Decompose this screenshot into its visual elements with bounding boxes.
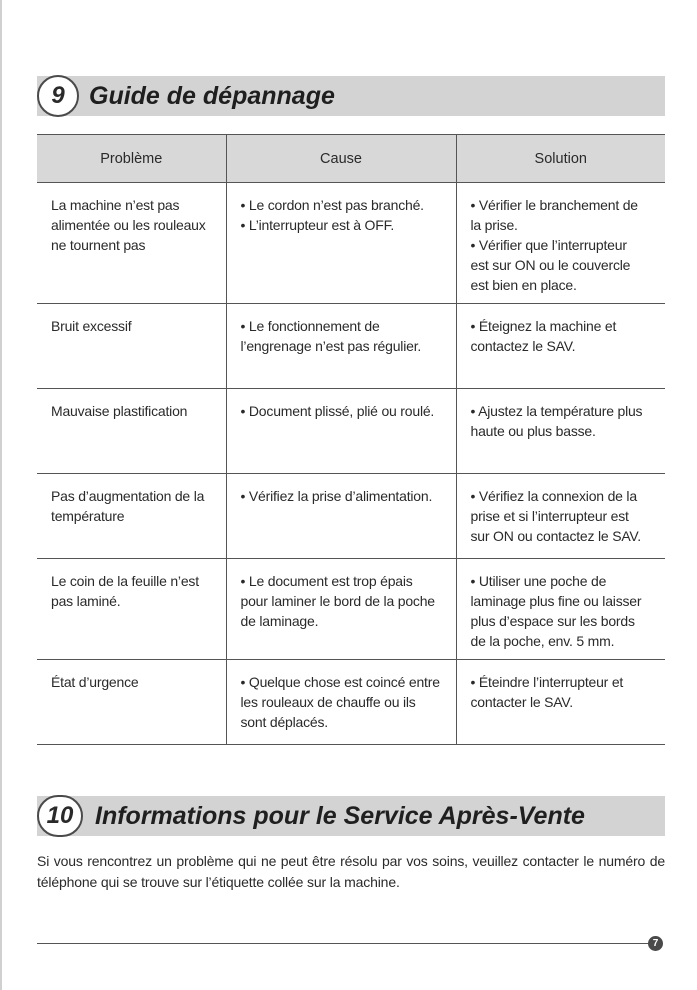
cell-solution xyxy=(456,474,665,559)
page-margin-line xyxy=(0,0,2,990)
cell-line: • Vérifiez la connexion de la xyxy=(470,488,637,504)
cell-line: • Vérifiez la prise d’alimentation. xyxy=(240,488,433,504)
cell-line: l’engrenage n’est pas régulier. xyxy=(240,338,422,354)
cell-problem xyxy=(37,660,226,745)
table-header-row xyxy=(37,135,665,183)
cell-cause xyxy=(226,183,456,304)
cell-line: prise et si l’interrupteur est xyxy=(470,508,629,524)
cell-problem xyxy=(37,304,226,389)
cell-line: • Le fonctionnement de xyxy=(240,318,380,334)
table-row xyxy=(37,474,665,559)
cell-line: ne tournent pas xyxy=(51,237,146,253)
cell-solution xyxy=(456,183,665,304)
cell-line: • Vérifier que l’interrupteur xyxy=(470,237,627,253)
cell-line: • L’interrupteur est à OFF. xyxy=(240,217,395,233)
cell-line: La machine n’est pas xyxy=(51,197,180,213)
cell-line: • Éteignez la machine et xyxy=(470,318,617,334)
cell-line: les rouleaux de chauffe ou ils xyxy=(240,694,416,710)
table-row xyxy=(37,304,665,389)
cell-line: de la poche, env. 5 mm. xyxy=(470,633,615,649)
cell-solution xyxy=(456,660,665,745)
table-row xyxy=(37,660,665,745)
cell-line: est bien en place. xyxy=(470,277,577,293)
table-row xyxy=(37,559,665,660)
section-9-header xyxy=(37,76,665,116)
section-9-title: Guide de dépannage xyxy=(89,82,335,110)
cell-line: est sur ON ou le couvercle xyxy=(470,257,631,273)
cell-line: Pas d’augmentation de la xyxy=(51,488,205,504)
cell-line: sont déplacés. xyxy=(240,714,328,730)
cell-solution xyxy=(456,389,665,474)
cell-cause xyxy=(226,559,456,660)
cell-line: alimentée ou les rouleaux xyxy=(51,217,206,233)
cell-line: • Vérifier le branchement de xyxy=(470,197,638,213)
cell-line: haute ou plus basse. xyxy=(470,423,596,439)
cell-problem xyxy=(37,559,226,660)
cell-line: Le coin de la feuille n’est xyxy=(51,573,199,589)
cell-line: sur ON ou contactez le SAV. xyxy=(470,528,641,544)
cell-line: • Le document est trop épais xyxy=(240,573,413,589)
column-header-problem: Problème xyxy=(37,135,226,183)
cell-line: • Utiliser une poche de xyxy=(470,573,607,589)
cell-line: Bruit excessif xyxy=(51,318,132,334)
section-10-header xyxy=(37,796,665,836)
cell-problem xyxy=(37,474,226,559)
cell-line: État d’urgence xyxy=(51,674,139,690)
cell-line: contactez le SAV. xyxy=(470,338,576,354)
cell-line: température xyxy=(51,508,125,524)
cell-line: pour laminer le bord de la poche xyxy=(240,593,435,609)
cell-solution xyxy=(456,304,665,389)
cell-line: de laminage. xyxy=(240,613,319,629)
section-10-title: Informations pour le Service Après-Vente xyxy=(95,802,585,830)
troubleshooting-table xyxy=(37,134,665,745)
cell-line: • Le cordon n’est pas branché. xyxy=(240,197,424,213)
section-10-body: Si vous rencontrez un problème qui ne peut être résolu par vos soins, veuillez contacter le numéro de téléphone qui se trouve sur l’étiquette collée sur la machine. xyxy=(37,853,665,890)
cell-cause xyxy=(226,474,456,559)
cell-line: laminage plus fine ou laisser xyxy=(470,593,642,609)
cell-cause xyxy=(226,660,456,745)
table-row xyxy=(37,389,665,474)
cell-line: Mauvaise plastification xyxy=(51,403,188,419)
cell-line: pas laminé. xyxy=(51,593,121,609)
section-10-number-badge: 10 xyxy=(37,795,83,837)
cell-cause xyxy=(226,389,456,474)
cell-line: • Éteindre l’interrupteur et xyxy=(470,674,624,690)
column-header-cause: Cause xyxy=(226,135,456,183)
section-9-number-badge: 9 xyxy=(37,75,79,117)
table-row xyxy=(37,183,665,304)
cell-line: plus d’espace sur les bords xyxy=(470,613,635,629)
cell-line: • Document plissé, plié ou roulé. xyxy=(240,403,435,419)
cell-problem xyxy=(37,183,226,304)
cell-solution xyxy=(456,559,665,660)
cell-cause xyxy=(226,304,456,389)
cell-problem xyxy=(37,389,226,474)
cell-line: • Quelque chose est coincé entre xyxy=(240,674,440,690)
cell-line: • Ajustez la température plus xyxy=(470,403,643,419)
footer-rule xyxy=(37,943,649,944)
column-header-solution: Solution xyxy=(456,135,665,183)
page-number-badge: 7 xyxy=(648,936,663,951)
cell-line: la prise. xyxy=(470,217,518,233)
cell-line: contacter le SAV. xyxy=(470,694,573,710)
